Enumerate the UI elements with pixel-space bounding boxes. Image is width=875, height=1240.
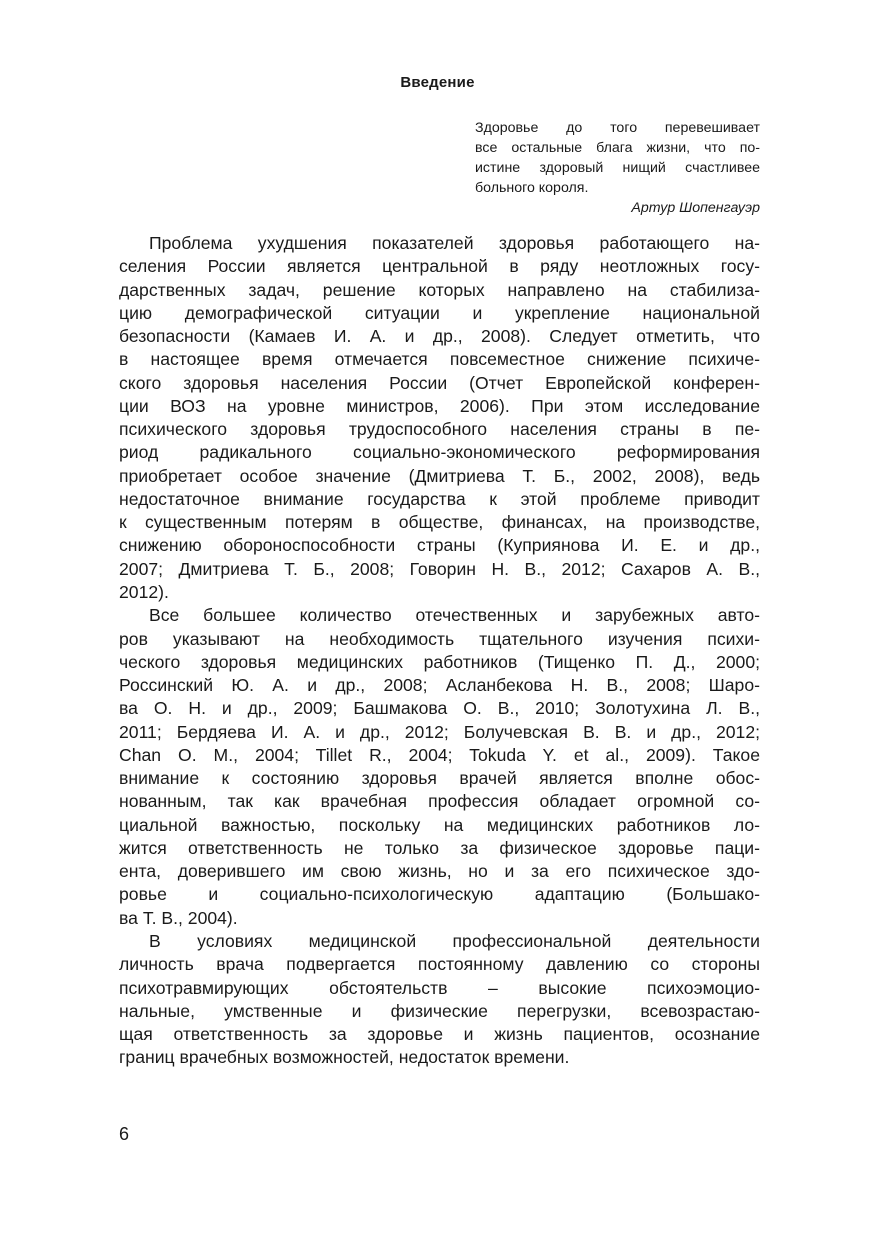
text-line: внимание к состоянию здоровья врачей является вполне обос- bbox=[119, 768, 760, 789]
text-line: Россинский Ю. А. и др., 2008; Асланбекова Н. В., 2008; Шаро- bbox=[119, 675, 760, 696]
text-line: безопасности (Камаев И. А. и др., 2008). Следует отметить, что bbox=[119, 326, 760, 347]
text-line: недостаточное внимание государства к этой проблеме приводит bbox=[119, 488, 760, 509]
epigraph-line: больного короля. bbox=[475, 180, 589, 196]
text-line: ента, доверившего им свою жизнь, но и за его психическое здо- bbox=[119, 861, 760, 882]
text-line: границ врачебных возможностей, недостаток времени. bbox=[119, 1047, 570, 1068]
text-line: ческого здоровья медицинских работников (Тищенко П. Д., 2000; bbox=[119, 651, 760, 672]
epigraph bbox=[475, 118, 760, 218]
text-line: жится ответственность не только за физическое здоровье паци- bbox=[119, 837, 760, 858]
text-line: ции ВОЗ на уровне министров, 2006). При этом исследование bbox=[119, 395, 760, 416]
text-line: цию демографической ситуации и укрепление национальной bbox=[119, 302, 760, 323]
paragraph bbox=[119, 232, 760, 604]
page-number: 6 bbox=[119, 1124, 130, 1144]
text-line: психического здоровья трудоспособного населения страны в пе- bbox=[119, 419, 760, 440]
text-line: ровье и социально-психологическую адаптацию (Большако- bbox=[119, 884, 760, 905]
text-line: Проблема ухудшения показателей здоровья работающего на- bbox=[149, 233, 760, 253]
text-line: нованным, так как врачебная профессия обладает огромной со- bbox=[119, 791, 760, 812]
epigraph-line: истине здоровый нищий счастливее bbox=[475, 160, 760, 176]
text-line: ва О. Н. и др., 2009; Башмакова О. В., 2010; Золотухина Л. В., bbox=[119, 698, 760, 719]
text-line: к существенным потерям в обществе, финансах, на производстве, bbox=[119, 512, 760, 533]
paragraph bbox=[119, 930, 760, 1070]
text-line: ва Т. В., 2004). bbox=[119, 907, 238, 928]
text-line: личность врача подвергается постоянному давлению со стороны bbox=[119, 954, 760, 975]
text-line: щая ответственность за здоровье и жизнь пациентов, осознание bbox=[119, 1024, 760, 1045]
text-line: ского здоровья населения России (Отчет Европейской конферен- bbox=[119, 372, 760, 393]
text-line: циальной важностью, поскольку на медицинских работников ло- bbox=[119, 814, 760, 835]
epigraph-author: Артур Шопенгауэр bbox=[631, 200, 760, 216]
text-line: психотравмирующих обстоятельств – высокие психоэмоцио- bbox=[119, 977, 760, 998]
text-line: В условиях медицинской профессиональной деятельности bbox=[149, 930, 760, 951]
text-line: нальные, умственные и физические перегрузки, всевозрастаю- bbox=[119, 1000, 760, 1021]
text-line: селения России является центральной в ряду неотложных госу- bbox=[119, 256, 760, 277]
section-heading: Введение bbox=[400, 74, 475, 91]
text-line: 2007; Дмитриева Т. Б., 2008; Говорин Н. В., 2012; Сахаров А. В., bbox=[119, 558, 760, 579]
text-line: в настоящее время отмечается повсеместное снижение психиче- bbox=[119, 349, 760, 370]
text-line: приобретает особое значение (Дмитриева Т. Б., 2002, 2008), ведь bbox=[119, 465, 760, 486]
body-text bbox=[119, 232, 760, 1070]
text-line: Все большее количество отечественных и зарубежных авто- bbox=[149, 605, 760, 626]
text-line: риод радикального социально-экономического реформирования bbox=[119, 442, 760, 463]
epigraph-line: все остальные блага жизни, что по- bbox=[475, 140, 760, 156]
text-line: ров указывают на необходимость тщательного изучения психи- bbox=[119, 628, 760, 649]
text-line: дарственных задач, решение которых направлено на стабилиза- bbox=[119, 279, 760, 300]
text-line: 2012). bbox=[119, 581, 169, 602]
epigraph-line: Здоровье до того перевешивает bbox=[475, 120, 760, 136]
text-line: снижению обороноспособности страны (Куприянова И. Е. и др., bbox=[119, 535, 760, 556]
text-line: 2011; Бердяева И. А. и др., 2012; Болучевская В. В. и др., 2012; bbox=[119, 721, 760, 742]
text-line: Chan O. M., 2004; Tillet R., 2004; Tokuda Y. et al., 2009). Такое bbox=[119, 744, 760, 765]
paragraph bbox=[119, 604, 760, 930]
